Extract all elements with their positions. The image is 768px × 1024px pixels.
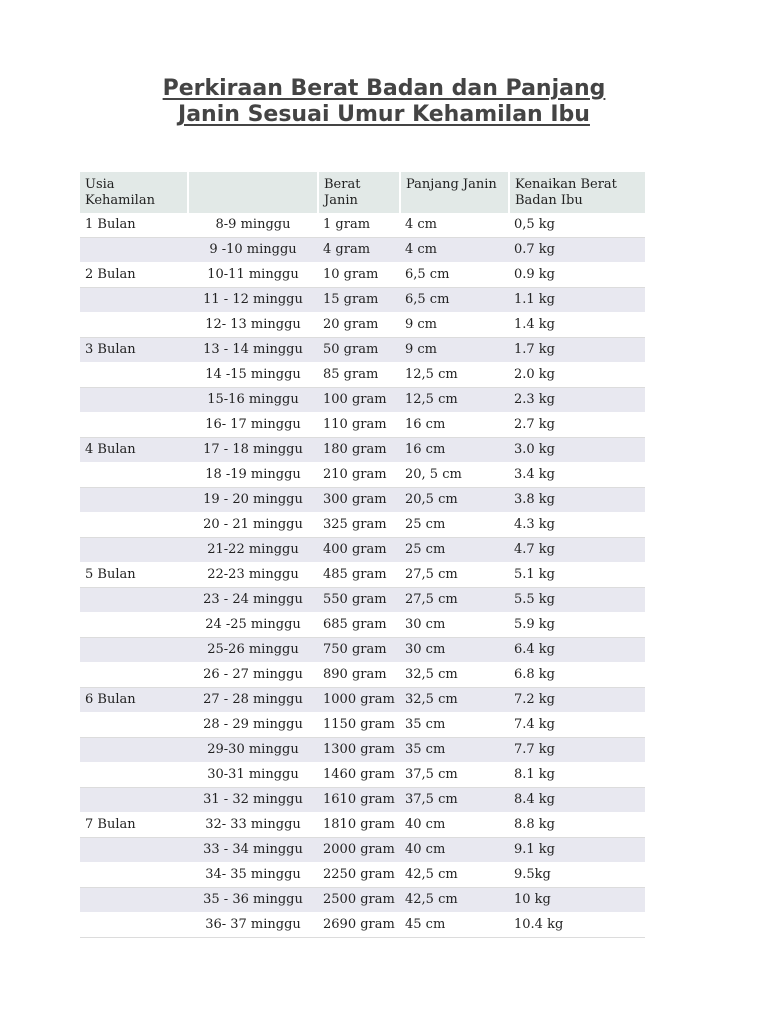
week-cell: 9 -10 minggu [188, 238, 318, 263]
week-cell: 23 - 24 minggu [188, 588, 318, 613]
mother-weight-gain-cell: 6.4 kg [509, 638, 645, 663]
fetal-length-cell: 45 cm [400, 913, 509, 938]
week-cell: 11 - 12 minggu [188, 288, 318, 313]
fetal-length-cell: 30 cm [400, 638, 509, 663]
fetal-weight-cell: 1300 gram [318, 738, 400, 763]
header-minggu [188, 172, 318, 213]
week-cell: 16- 17 minggu [188, 413, 318, 438]
week-cell: 15-16 minggu [188, 388, 318, 413]
table-row [80, 488, 645, 513]
table-row [80, 263, 645, 288]
month-cell: 2 Bulan [80, 263, 188, 288]
title-line-1: Perkiraan Berat Badan dan Panjang [162, 76, 606, 101]
month-cell [80, 663, 188, 688]
week-cell: 28 - 29 minggu [188, 713, 318, 738]
table-row [80, 513, 645, 538]
week-cell: 29-30 minggu [188, 738, 318, 763]
week-cell: 36- 37 minggu [188, 913, 318, 938]
week-cell: 33 - 34 minggu [188, 838, 318, 863]
month-cell [80, 388, 188, 413]
mother-weight-gain-cell: 7.4 kg [509, 713, 645, 738]
table-row [80, 313, 645, 338]
fetal-weight-cell: 300 gram [318, 488, 400, 513]
fetal-weight-cell: 1460 gram [318, 763, 400, 788]
mother-weight-gain-cell: 7.7 kg [509, 738, 645, 763]
fetal-length-cell: 42,5 cm [400, 888, 509, 913]
fetal-length-cell: 27,5 cm [400, 588, 509, 613]
mother-weight-gain-cell: 7.2 kg [509, 688, 645, 713]
week-cell: 25-26 minggu [188, 638, 318, 663]
table-row [80, 613, 645, 638]
fetal-weight-cell: 1150 gram [318, 713, 400, 738]
mother-weight-gain-cell: 5.1 kg [509, 563, 645, 588]
table-row [80, 638, 645, 663]
table-row [80, 563, 645, 588]
month-cell [80, 613, 188, 638]
fetal-weight-cell: 85 gram [318, 363, 400, 388]
fetal-length-cell: 12,5 cm [400, 388, 509, 413]
month-cell [80, 863, 188, 888]
month-cell [80, 763, 188, 788]
month-cell [80, 238, 188, 263]
table-row [80, 913, 645, 938]
fetal-length-cell: 4 cm [400, 213, 509, 238]
mother-weight-gain-cell: 8.8 kg [509, 813, 645, 838]
week-cell: 19 - 20 minggu [188, 488, 318, 513]
table-row [80, 788, 645, 813]
fetal-length-cell: 6,5 cm [400, 288, 509, 313]
mother-weight-gain-cell: 8.1 kg [509, 763, 645, 788]
month-cell [80, 638, 188, 663]
document-title [0, 76, 768, 128]
week-cell: 20 - 21 minggu [188, 513, 318, 538]
week-cell: 12- 13 minggu [188, 313, 318, 338]
fetal-length-cell: 9 cm [400, 338, 509, 363]
header-row [80, 172, 645, 213]
fetal-length-cell: 32,5 cm [400, 688, 509, 713]
mother-weight-gain-cell: 1.7 kg [509, 338, 645, 363]
fetal-length-cell: 12,5 cm [400, 363, 509, 388]
week-cell: 32- 33 minggu [188, 813, 318, 838]
mother-weight-gain-cell: 5.9 kg [509, 613, 645, 638]
mother-weight-gain-cell: 1.1 kg [509, 288, 645, 313]
fetal-length-cell: 16 cm [400, 413, 509, 438]
week-cell: 21-22 minggu [188, 538, 318, 563]
month-cell [80, 888, 188, 913]
mother-weight-gain-cell: 0,5 kg [509, 213, 645, 238]
fetal-weight-cell: 1610 gram [318, 788, 400, 813]
fetal-weight-cell: 10 gram [318, 263, 400, 288]
fetal-length-cell: 32,5 cm [400, 663, 509, 688]
fetal-weight-cell: 210 gram [318, 463, 400, 488]
fetal-length-cell: 25 cm [400, 538, 509, 563]
table-row [80, 713, 645, 738]
header-usia-kehamilan: Usia Kehamilan [80, 172, 188, 213]
month-cell: 6 Bulan [80, 688, 188, 713]
month-cell [80, 588, 188, 613]
table-row [80, 688, 645, 713]
table-row [80, 813, 645, 838]
table-body [80, 213, 645, 938]
mother-weight-gain-cell: 2.3 kg [509, 388, 645, 413]
table-row [80, 238, 645, 263]
mother-weight-gain-cell: 3.0 kg [509, 438, 645, 463]
table-row [80, 363, 645, 388]
fetal-weight-cell: 100 gram [318, 388, 400, 413]
month-cell [80, 363, 188, 388]
fetal-length-cell: 40 cm [400, 838, 509, 863]
mother-weight-gain-cell: 5.5 kg [509, 588, 645, 613]
fetal-weight-cell: 2500 gram [318, 888, 400, 913]
month-cell [80, 838, 188, 863]
mother-weight-gain-cell: 9.5kg [509, 863, 645, 888]
header-kenaikan-berat: Kenaikan Berat Badan Ibu [509, 172, 645, 213]
mother-weight-gain-cell: 6.8 kg [509, 663, 645, 688]
fetal-length-cell: 27,5 cm [400, 563, 509, 588]
table-header [80, 172, 645, 213]
month-cell [80, 488, 188, 513]
mother-weight-gain-cell: 0.7 kg [509, 238, 645, 263]
fetal-weight-cell: 2000 gram [318, 838, 400, 863]
mother-weight-gain-cell: 8.4 kg [509, 788, 645, 813]
table-row [80, 738, 645, 763]
table-row [80, 763, 645, 788]
fetal-weight-cell: 50 gram [318, 338, 400, 363]
month-cell: 7 Bulan [80, 813, 188, 838]
fetal-length-cell: 4 cm [400, 238, 509, 263]
month-cell [80, 463, 188, 488]
table-row [80, 338, 645, 363]
fetal-weight-cell: 1000 gram [318, 688, 400, 713]
fetal-length-cell: 20,5 cm [400, 488, 509, 513]
week-cell: 17 - 18 minggu [188, 438, 318, 463]
month-cell [80, 413, 188, 438]
fetal-length-cell: 35 cm [400, 738, 509, 763]
week-cell: 14 -15 minggu [188, 363, 318, 388]
fetal-length-cell: 30 cm [400, 613, 509, 638]
fetal-length-cell: 35 cm [400, 713, 509, 738]
fetal-weight-cell: 4 gram [318, 238, 400, 263]
week-cell: 26 - 27 minggu [188, 663, 318, 688]
week-cell: 24 -25 minggu [188, 613, 318, 638]
month-cell [80, 313, 188, 338]
header-panjang-janin: Panjang Janin [400, 172, 509, 213]
fetal-weight-cell: 550 gram [318, 588, 400, 613]
month-cell [80, 713, 188, 738]
table-row [80, 288, 645, 313]
mother-weight-gain-cell: 10.4 kg [509, 913, 645, 938]
mother-weight-gain-cell: 4.3 kg [509, 513, 645, 538]
mother-weight-gain-cell: 3.4 kg [509, 463, 645, 488]
table-row [80, 463, 645, 488]
fetal-weight-cell: 15 gram [318, 288, 400, 313]
mother-weight-gain-cell: 4.7 kg [509, 538, 645, 563]
mother-weight-gain-cell: 2.0 kg [509, 363, 645, 388]
fetal-weight-cell: 485 gram [318, 563, 400, 588]
fetal-weight-cell: 2690 gram [318, 913, 400, 938]
mother-weight-gain-cell: 0.9 kg [509, 263, 645, 288]
fetal-weight-cell: 325 gram [318, 513, 400, 538]
fetal-weight-cell: 1810 gram [318, 813, 400, 838]
week-cell: 10-11 minggu [188, 263, 318, 288]
fetal-weight-cell: 110 gram [318, 413, 400, 438]
week-cell: 13 - 14 minggu [188, 338, 318, 363]
fetal-length-cell: 42,5 cm [400, 863, 509, 888]
pregnancy-table-container [80, 172, 645, 938]
week-cell: 8-9 minggu [188, 213, 318, 238]
table-row [80, 863, 645, 888]
month-cell [80, 538, 188, 563]
fetal-weight-cell: 1 gram [318, 213, 400, 238]
week-cell: 34- 35 minggu [188, 863, 318, 888]
fetal-length-cell: 37,5 cm [400, 788, 509, 813]
week-cell: 22-23 minggu [188, 563, 318, 588]
month-cell [80, 513, 188, 538]
fetal-weight-cell: 685 gram [318, 613, 400, 638]
month-cell [80, 738, 188, 763]
fetal-length-cell: 9 cm [400, 313, 509, 338]
month-cell [80, 913, 188, 938]
week-cell: 35 - 36 minggu [188, 888, 318, 913]
table-row [80, 538, 645, 563]
fetal-length-cell: 40 cm [400, 813, 509, 838]
mother-weight-gain-cell: 9.1 kg [509, 838, 645, 863]
fetal-length-cell: 16 cm [400, 438, 509, 463]
title-line-2: Janin Sesuai Umur Kehamilan Ibu [178, 102, 590, 127]
fetal-length-cell: 20, 5 cm [400, 463, 509, 488]
week-cell: 27 - 28 minggu [188, 688, 318, 713]
mother-weight-gain-cell: 3.8 kg [509, 488, 645, 513]
table-row [80, 588, 645, 613]
mother-weight-gain-cell: 1.4 kg [509, 313, 645, 338]
table-row [80, 663, 645, 688]
fetal-weight-cell: 890 gram [318, 663, 400, 688]
fetal-weight-cell: 400 gram [318, 538, 400, 563]
mother-weight-gain-cell: 10 kg [509, 888, 645, 913]
fetal-weight-cell: 20 gram [318, 313, 400, 338]
table-row [80, 213, 645, 238]
month-cell [80, 788, 188, 813]
table-row [80, 888, 645, 913]
table-row [80, 413, 645, 438]
month-cell: 4 Bulan [80, 438, 188, 463]
table-row [80, 438, 645, 463]
fetal-length-cell: 6,5 cm [400, 263, 509, 288]
fetal-weight-cell: 750 gram [318, 638, 400, 663]
week-cell: 31 - 32 minggu [188, 788, 318, 813]
table-row [80, 388, 645, 413]
month-cell [80, 288, 188, 313]
week-cell: 30-31 minggu [188, 763, 318, 788]
fetal-length-cell: 37,5 cm [400, 763, 509, 788]
header-berat-janin: Berat Janin [318, 172, 400, 213]
pregnancy-table [80, 172, 645, 938]
fetal-weight-cell: 180 gram [318, 438, 400, 463]
week-cell: 18 -19 minggu [188, 463, 318, 488]
table-row [80, 838, 645, 863]
month-cell: 5 Bulan [80, 563, 188, 588]
month-cell: 1 Bulan [80, 213, 188, 238]
mother-weight-gain-cell: 2.7 kg [509, 413, 645, 438]
fetal-weight-cell: 2250 gram [318, 863, 400, 888]
fetal-length-cell: 25 cm [400, 513, 509, 538]
month-cell: 3 Bulan [80, 338, 188, 363]
